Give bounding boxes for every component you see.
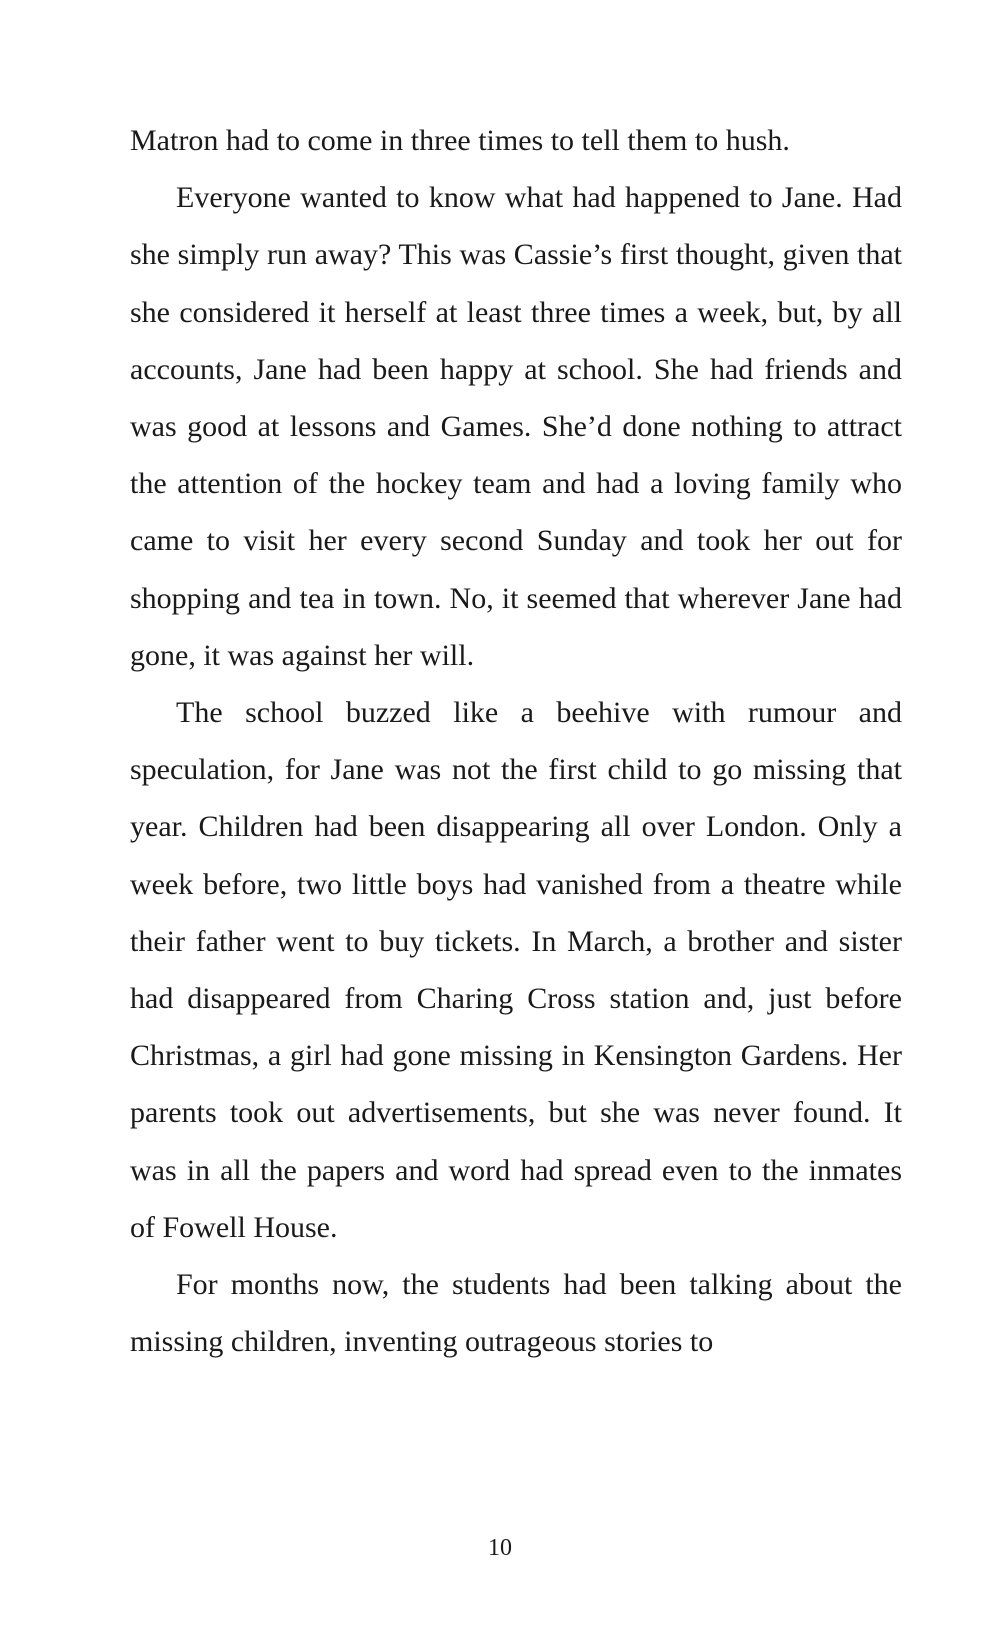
paragraph-jane-disappearance: Everyone wanted to know what had happened to Jane. Had she simply run away? This was Cassie’s first thought, given that she considered it herself at least three times a week, but, by all accounts, Jane had been happy at school. She had friends and was good at lessons and Games. She’d done nothing to attract the attention of the hockey team and had a loving family who came to visit her every second Sunday and took her out for shopping and tea in town. No, it seemed that wherever Jane had gone, it was against her will. bbox=[130, 181, 902, 672]
body-text bbox=[130, 112, 902, 1370]
paragraph-missing-children: For months now, the students had been talking about the missing children, inventing outrageous stories to bbox=[130, 1268, 902, 1359]
paragraph-school-rumours: The school buzzed like a beehive with rumour and speculation, for Jane was not the first child to go missing that year. Children had been disappearing all over London. Only a week before, two little boys had vanished from a theatre while their father went to buy tickets. In March, a brother and sister had disappeared from Charing Cross station and, just before Christmas, a girl had gone missing in Kensington Gardens. Her parents took out advertisements, but she was never found. It was in all the papers and word had spread even to the inmates of Fowell House. bbox=[130, 696, 902, 1244]
page-number: 10 bbox=[488, 1535, 512, 1561]
paragraph-continuation: Matron had to come in three times to tell them to hush. bbox=[130, 124, 790, 157]
